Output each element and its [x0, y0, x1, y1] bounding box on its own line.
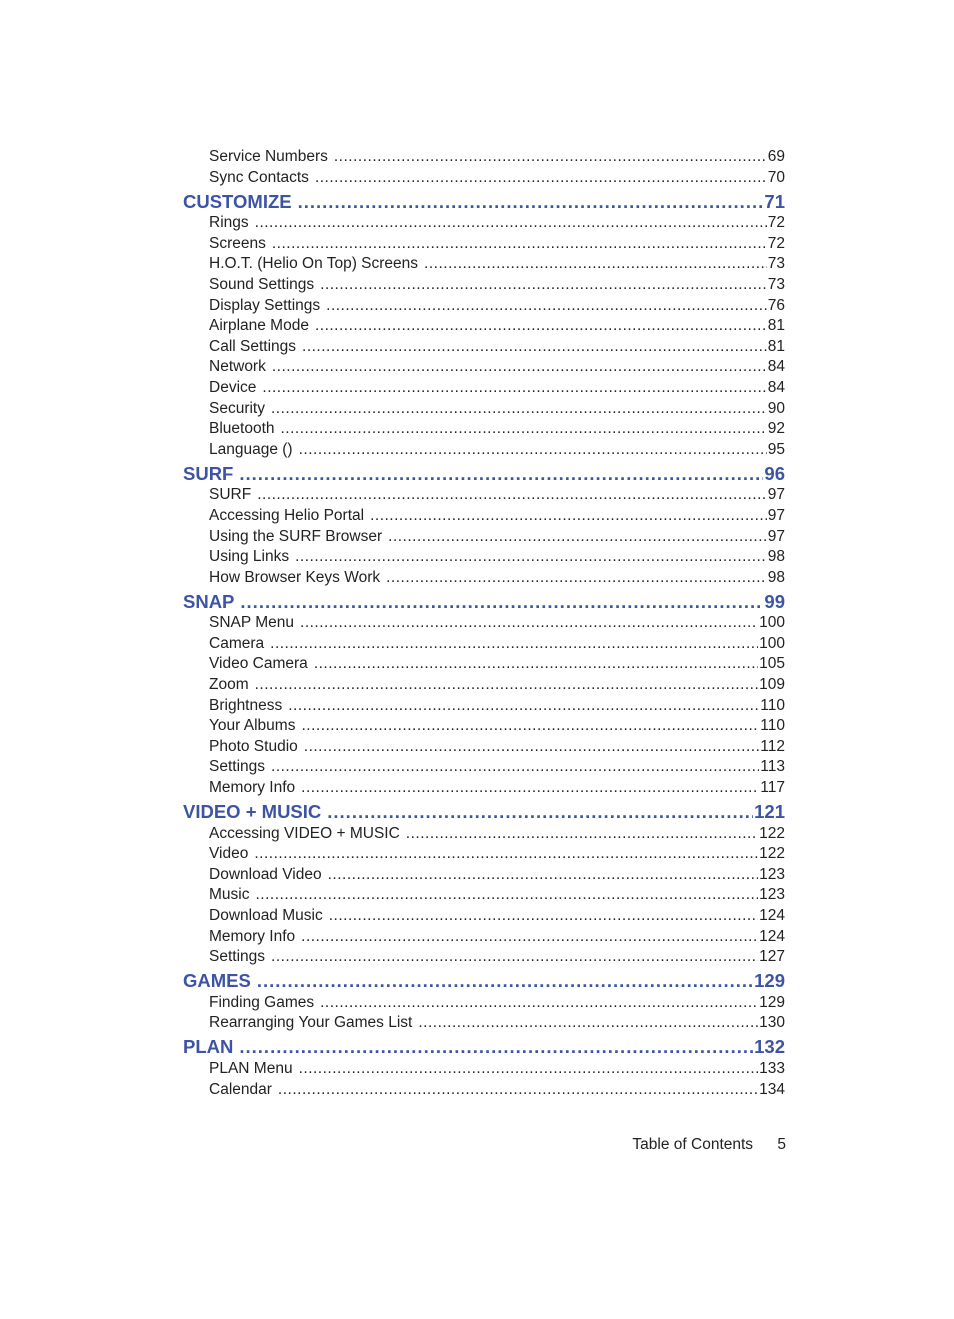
toc-entry[interactable]: [209, 866, 785, 887]
toc-entry[interactable]: [209, 907, 785, 928]
dot-leader: [406, 825, 758, 843]
toc-entry-title: PLAN Menu: [209, 1059, 293, 1077]
toc-entry[interactable]: [209, 676, 785, 697]
toc-entry[interactable]: [209, 548, 785, 569]
dot-leader: [386, 569, 767, 587]
toc-entry-title: SURF: [183, 462, 234, 484]
dot-leader: [257, 970, 753, 992]
toc-entry-title: Bluetooth: [209, 420, 275, 438]
toc-entry-page-number: 81: [767, 317, 785, 335]
toc-entry-page-number: 71: [764, 190, 785, 212]
toc-entry-page-number: 127: [759, 948, 785, 966]
dot-leader: [300, 614, 758, 632]
toc-entry-title: Camera: [209, 634, 265, 652]
toc-entry-page-number: 105: [759, 655, 785, 673]
dot-leader: [418, 1014, 758, 1032]
toc-entry[interactable]: [209, 948, 785, 969]
dot-leader: [315, 169, 767, 187]
toc-entry[interactable]: [209, 635, 785, 656]
toc-entry[interactable]: [209, 528, 785, 549]
toc-entry[interactable]: [209, 779, 785, 800]
footer-page-number: 5: [777, 1136, 786, 1153]
dot-leader: [270, 635, 758, 653]
toc-entry-title: Sync Contacts: [209, 168, 309, 186]
dot-leader: [328, 866, 759, 884]
toc-entry[interactable]: [209, 317, 785, 338]
toc-entry-page-number: 129: [754, 970, 785, 992]
toc-entry-title: Video: [209, 845, 249, 863]
toc-entry-title: Screens: [209, 234, 266, 252]
toc-entry-page-number: 97: [767, 506, 785, 524]
toc-entry-page-number: 109: [759, 676, 785, 694]
toc-entry-page-number: 134: [759, 1080, 785, 1098]
toc-entry-title: SNAP: [183, 590, 235, 612]
toc-entry-page-number: 92: [767, 420, 785, 438]
toc-entry-page-number: 122: [759, 845, 785, 863]
toc-entry-title: VIDEO + MUSIC: [183, 801, 322, 823]
toc-entry-page-number: 110: [760, 696, 785, 714]
toc-entry-page-number: 123: [759, 865, 785, 883]
toc-entry[interactable]: [209, 614, 785, 635]
toc-entry-page-number: 113: [760, 758, 785, 776]
toc-entry-title: Calendar: [209, 1080, 272, 1098]
dot-leader: [326, 297, 767, 315]
toc-entry-title: Photo Studio: [209, 737, 298, 755]
toc-entry-page-number: 98: [767, 568, 785, 586]
toc-entry-page-number: 124: [759, 927, 785, 945]
dot-leader: [327, 801, 753, 823]
dot-leader: [301, 717, 759, 735]
toc-entry-title: CUSTOMIZE: [183, 190, 292, 212]
toc-entry-title: Accessing VIDEO + MUSIC: [209, 824, 400, 842]
toc-entry[interactable]: [209, 297, 785, 318]
dot-leader: [320, 276, 767, 294]
dot-leader: [314, 655, 758, 673]
toc-entry-page-number: 90: [767, 399, 785, 417]
toc-entry-page-number: 132: [754, 1036, 785, 1058]
toc-entry-page-number: 100: [759, 614, 785, 632]
toc-entry-page-number: 133: [759, 1059, 785, 1077]
toc-entry-title: Download Video: [209, 865, 322, 883]
toc-entry-page-number: 121: [754, 801, 785, 823]
toc-entry[interactable]: [209, 569, 785, 590]
toc-entry-page-number: 99: [764, 590, 785, 612]
dot-leader: [295, 548, 767, 566]
toc-entry[interactable]: [209, 276, 785, 297]
page-footer: [632, 1136, 786, 1154]
dot-leader: [262, 379, 766, 397]
toc-entry-page-number: 97: [767, 486, 785, 504]
toc-entry[interactable]: [209, 1060, 785, 1081]
toc-entry[interactable]: [209, 825, 785, 846]
toc-entry-title: Download Music: [209, 907, 323, 924]
toc-entry-title: Accessing Helio Portal: [209, 506, 365, 524]
toc-entry-title: Settings: [209, 758, 266, 776]
toc-entry-page-number: 95: [767, 440, 785, 458]
toc-entry-title: Zoom: [209, 676, 249, 694]
toc-entry[interactable]: [209, 655, 785, 676]
toc-entry-page-number: 72: [767, 214, 785, 232]
toc-entry-page-number: 130: [759, 1014, 785, 1032]
dot-leader: [272, 358, 767, 376]
toc-entry-page-number: 96: [764, 462, 785, 484]
toc-entry[interactable]: [209, 738, 785, 759]
toc-entry-page-number: 81: [767, 337, 785, 355]
toc-entry[interactable]: [209, 169, 785, 190]
toc-entry-title: Using the SURF Browser: [209, 527, 383, 545]
toc-entry-page-number: 124: [759, 907, 785, 924]
toc-entry-title: Your Albums: [209, 717, 296, 735]
toc-entry-title: PLAN: [183, 1036, 234, 1058]
toc-entry[interactable]: [209, 214, 785, 235]
toc-entry[interactable]: [209, 235, 785, 256]
toc-entry-title: Call Settings: [209, 337, 297, 355]
toc-entry-page-number: 84: [767, 378, 785, 396]
toc-entry[interactable]: [209, 886, 785, 907]
dot-leader: [271, 400, 767, 418]
toc-entry-title: GAMES: [183, 970, 251, 992]
toc-entry-page-number: 84: [767, 358, 785, 376]
toc-entry[interactable]: [209, 379, 785, 400]
dot-leader: [304, 738, 760, 756]
toc-entry[interactable]: [209, 486, 785, 507]
toc-entry-title: Music: [209, 886, 250, 904]
dot-leader: [315, 317, 767, 335]
dot-leader: [370, 507, 767, 525]
table-of-contents: [183, 148, 785, 1101]
toc-entry-title: Network: [209, 358, 266, 376]
dot-leader: [299, 441, 767, 459]
toc-entry-title: Finding Games: [209, 993, 315, 1011]
toc-entry[interactable]: [209, 507, 785, 528]
dot-leader: [388, 528, 767, 546]
toc-entry-page-number: 76: [767, 296, 785, 314]
dot-leader: [329, 907, 758, 925]
toc-entry[interactable]: [209, 1081, 785, 1102]
dot-leader: [301, 779, 759, 797]
toc-entry-title: Memory Info: [209, 927, 296, 945]
dot-leader: [299, 1060, 759, 1078]
toc-entry-page-number: 129: [759, 993, 785, 1011]
toc-entry[interactable]: [209, 1014, 785, 1035]
toc-entry-page-number: 73: [767, 275, 785, 293]
toc-section-heading[interactable]: [183, 970, 785, 992]
toc-section-heading[interactable]: [183, 1036, 785, 1058]
toc-entry-page-number: 97: [767, 527, 785, 545]
dot-leader: [288, 697, 759, 715]
dot-leader: [302, 338, 767, 356]
toc-entry-title: Language (): [209, 440, 293, 458]
toc-entry[interactable]: [209, 338, 785, 359]
toc-entry-page-number: 123: [759, 886, 785, 904]
toc-entry-title: H.O.T. (Helio On Top) Screens: [209, 255, 419, 273]
toc-entry-page-number: 100: [759, 634, 785, 652]
dot-leader: [255, 886, 758, 904]
toc-entry[interactable]: [209, 441, 785, 462]
toc-entry-title: Rearranging Your Games List: [209, 1014, 413, 1032]
toc-section-heading[interactable]: [183, 463, 785, 485]
dot-leader: [255, 676, 759, 694]
toc-entry-page-number: 122: [759, 824, 785, 842]
dot-leader: [424, 255, 767, 273]
toc-entry[interactable]: [209, 400, 785, 421]
toc-entry[interactable]: [209, 845, 785, 866]
toc-entry-title: Using Links: [209, 548, 290, 566]
dot-leader: [254, 845, 758, 863]
toc-entry-title: Sound Settings: [209, 275, 315, 293]
toc-entry[interactable]: [209, 697, 785, 718]
dot-leader: [257, 486, 767, 504]
toc-entry-title: How Browser Keys Work: [209, 568, 381, 586]
toc-entry-title: SURF: [209, 486, 252, 504]
toc-section-heading[interactable]: [183, 591, 785, 613]
dot-leader: [239, 1036, 753, 1058]
dot-leader: [272, 235, 767, 253]
toc-entry-title: Rings: [209, 214, 249, 232]
toc-section-heading[interactable]: [183, 801, 785, 823]
toc-entry[interactable]: [209, 758, 785, 779]
toc-entry-title: Service Numbers: [209, 148, 328, 165]
dot-leader: [320, 994, 758, 1012]
toc-entry-page-number: 110: [760, 717, 785, 735]
toc-entry-title: Memory Info: [209, 779, 296, 797]
toc-entry-page-number: 70: [767, 168, 785, 186]
dot-leader: [334, 148, 767, 166]
toc-entry-page-number: 72: [767, 234, 785, 252]
toc-entry-page-number: 112: [760, 737, 785, 755]
toc-entry-page-number: 98: [767, 548, 785, 566]
dot-leader: [301, 928, 758, 946]
toc-entry-page-number: 73: [767, 255, 785, 273]
toc-entry[interactable]: [209, 420, 785, 441]
toc-entry-title: Security: [209, 399, 265, 417]
toc-entry-page-number: 117: [760, 779, 785, 797]
toc-entry-title: Video Camera: [209, 655, 308, 673]
toc-entry[interactable]: [209, 255, 785, 276]
toc-entry-title: Brightness: [209, 696, 283, 714]
dot-leader: [298, 191, 764, 213]
toc-entry-page-number: 69: [767, 148, 785, 165]
dot-leader: [271, 758, 759, 776]
toc-entry[interactable]: [209, 358, 785, 379]
toc-entry-title: Display Settings: [209, 296, 321, 314]
toc-entry-title: SNAP Menu: [209, 614, 295, 632]
footer-label: Table of Contents: [632, 1136, 754, 1153]
dot-leader: [278, 1081, 758, 1099]
toc-entry-title: Device: [209, 378, 257, 396]
toc-entry[interactable]: [209, 994, 785, 1015]
dot-leader: [240, 591, 763, 613]
toc-section-heading[interactable]: [183, 191, 785, 213]
dot-leader: [255, 214, 767, 232]
toc-entry-title: Airplane Mode: [209, 317, 309, 335]
toc-entry-title: Settings: [209, 948, 266, 966]
toc-entry[interactable]: [209, 148, 785, 169]
toc-entry[interactable]: [209, 928, 785, 949]
dot-leader: [239, 463, 763, 485]
dot-leader: [281, 420, 767, 438]
toc-entry[interactable]: [209, 717, 785, 738]
dot-leader: [271, 948, 758, 966]
